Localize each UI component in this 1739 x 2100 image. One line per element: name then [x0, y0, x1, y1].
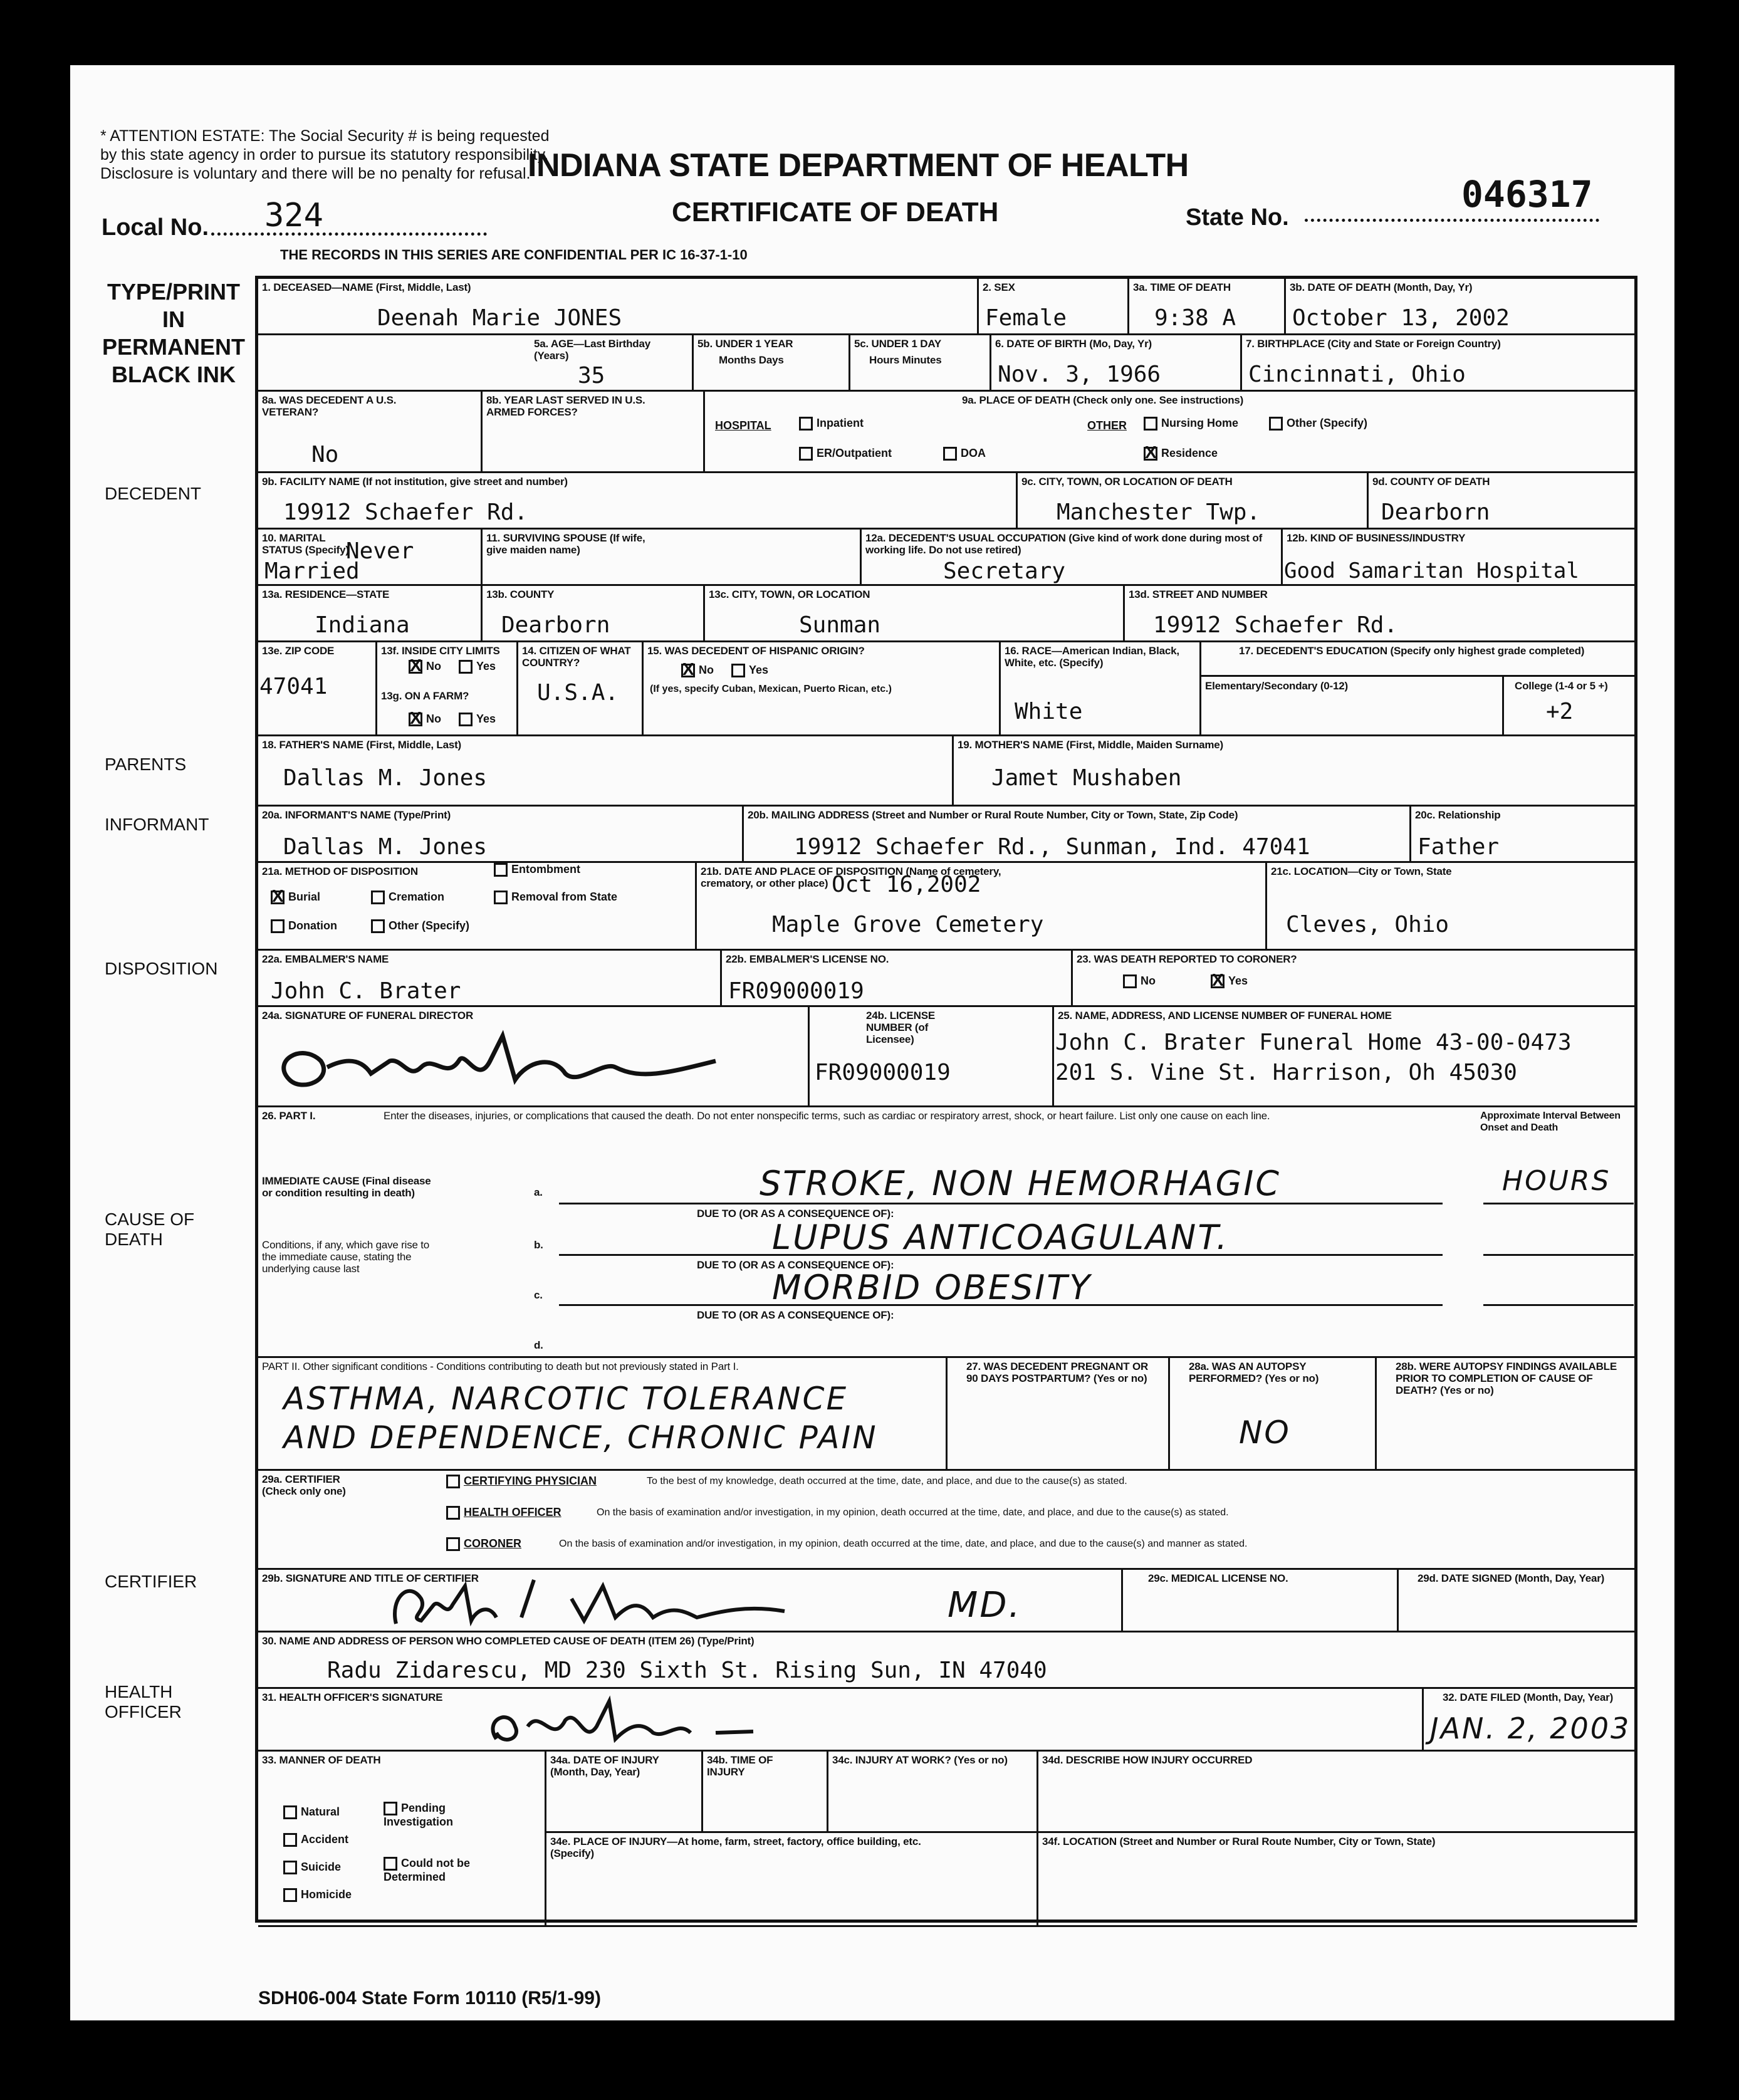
field-22a-embalmer: 22a. EMBALMER'S NAME John C. Brater: [258, 951, 722, 1007]
field-13a-state: 13a. RESIDENCE—STATE Indiana: [258, 586, 483, 642]
certifier-title: MD.: [948, 1585, 1022, 1626]
field-1-name: 1. DECEASED—NAME (First, Middle, Last) Deenah Marie JONES: [258, 279, 979, 335]
marital-line-1: Never: [346, 538, 414, 564]
dob-value: Nov. 3, 1966: [998, 362, 1161, 387]
field-34b-time-injury: 34b. TIME OF INJURY: [703, 1752, 828, 1833]
field-34d-describe: 34d. DESCRIBE HOW INJURY OCCURRED: [1038, 1752, 1637, 1833]
field-21c-location: 21c. LOCATION—City or Town, State Cleves, Ohio: [1267, 863, 1637, 951]
checkbox-hispanic-yes[interactable]: [731, 664, 745, 677]
attention-notice: * ATTENTION ESTATE: The Social Security # is being requested by this state agency in order to pursue its statutory responsibility. Disclosure is voluntary and there will be no penalty for refusal.: [100, 127, 550, 182]
cause-b-value: LUPUS ANTICOAGULANT.: [772, 1218, 1230, 1257]
checkbox-coroner-yes[interactable]: [1211, 974, 1225, 988]
checkbox-pending[interactable]: [384, 1802, 397, 1815]
embalmer-value: John C. Brater: [271, 978, 461, 1004]
checkbox-coroner-no[interactable]: [1123, 974, 1137, 988]
zip-value: 47041: [259, 674, 328, 699]
res-state-value: Indiana: [315, 612, 410, 638]
marital-line-2: Married: [264, 558, 360, 584]
checkbox-other-disposition[interactable]: [371, 919, 385, 933]
field-19-mother: 19. MOTHER'S NAME (First, Middle, Maiden Surname) Jamet Mushaben: [954, 736, 1637, 807]
field-24b-director-license: 24b. LICENSE NUMBER (of Licensee) FR09000019: [810, 1007, 1054, 1107]
completed-by-value: Radu Zidarescu, MD 230 Sixth St. Rising Sun, IN 47040: [327, 1658, 1047, 1683]
field-30-completed-by: 30. NAME AND ADDRESS OF PERSON WHO COMPLETED CAUSE OF DEATH (ITEM 26) (Type/Print) Radu Zidarescu, MD 230 Sixth St. Rising Sun, IN 47040: [258, 1632, 1637, 1689]
field-15-hispanic: 15. WAS DECEDENT OF HISPANIC ORIGIN? XNo Yes (If yes, specify Cuban, Mexican, Puerto Rican, etc.): [644, 642, 1001, 736]
field-34f-location: 34f. LOCATION (Street and Number or Rural Route Number, City or Town, State): [1038, 1833, 1637, 1927]
decedent-name: Deenah Marie JONES: [377, 305, 622, 331]
section-certifier: CERTIFIER: [105, 1572, 197, 1591]
field-13e-zip: 13e. ZIP CODE 47041: [258, 642, 377, 736]
section-health-officer: HEALTH OFFICER: [105, 1682, 182, 1721]
field-20a-informant: 20a. INFORMANT'S NAME (Type/Print) Dallas M. Jones: [258, 807, 744, 863]
certificate-sheet: [70, 65, 1674, 2020]
cause-a-value: STROKE, NON HEMORHAGIC: [760, 1164, 1281, 1203]
field-21b-date-place: 21b. DATE AND PLACE OF DISPOSITION (Name of cemetery, crematory, or other place) Oct 16,2002 Maple Grove Cemetery: [697, 863, 1267, 951]
facility-value: 19912 Schaefer Rd.: [283, 499, 528, 525]
field-23-coroner: 23. WAS DEATH REPORTED TO CORONER? No X Yes: [1073, 951, 1637, 1007]
section-parents: PARENTS: [105, 755, 187, 774]
res-county-value: Dearborn: [501, 612, 610, 638]
sex-value: Female: [985, 305, 1067, 331]
confidential-notice: THE RECORDS IN THIS SERIES ARE CONFIDENTIAL PER IC 16-37-1-10: [280, 247, 748, 263]
field-8b-year-served: 8b. YEAR LAST SERVED IN U.S. ARMED FORCES?: [483, 392, 705, 473]
checkbox-coroner[interactable]: [446, 1537, 460, 1551]
disposition-place: Maple Grove Cemetery: [772, 912, 1044, 938]
field-32-date-filed: 32. DATE FILED (Month, Day, Year) JAN. 2, 2003: [1424, 1689, 1637, 1752]
state-no-label: State No.: [1186, 204, 1289, 231]
field-13b-county: 13b. COUNTY Dearborn: [483, 586, 705, 642]
veteran-value: No: [311, 442, 339, 468]
cause-c-value: MORBID OBESITY: [772, 1268, 1092, 1307]
checkbox-removal[interactable]: [494, 891, 508, 904]
field-25-funeral-home: 25. NAME, ADDRESS, AND LICENSE NUMBER OF FUNERAL HOME John C. Brater Funeral Home 43-00-0473 201 S. Vine St. Harrison, Oh 45030: [1054, 1007, 1637, 1107]
field-31-health-officer-signature: 31. HEALTH OFFICER'S SIGNATURE: [258, 1689, 1424, 1752]
director-signature: [264, 1023, 766, 1105]
business-value: Good Samaritan Hospital: [1284, 558, 1579, 583]
field-14-citizen: 14. CITIZEN OF WHAT COUNTRY? U.S.A.: [518, 642, 644, 736]
date-of-death: October 13, 2002: [1292, 305, 1510, 331]
field-6-dob: 6. DATE OF BIRTH (Mo, Day, Yr) Nov. 3, 1966: [991, 335, 1242, 392]
checkbox-doa[interactable]: [943, 447, 957, 461]
director-license-value: FR09000019: [815, 1060, 951, 1085]
field-28b-findings: 28b. WERE AUTOPSY FINDINGS AVAILABLE PRIOR TO COMPLETION OF CAUSE OF DEATH? (Yes or no): [1377, 1358, 1637, 1471]
field-29c-license: 29c. MEDICAL LICENSE NO.: [1123, 1570, 1399, 1632]
checkbox-farm-no[interactable]: [409, 713, 422, 726]
field-34a-date-injury: 34a. DATE OF INJURY (Month, Day, Year): [546, 1752, 703, 1833]
autopsy-value: NO: [1239, 1414, 1291, 1451]
field-24a-director-signature: 24a. SIGNATURE OF FUNERAL DIRECTOR: [258, 1007, 810, 1107]
city-of-death-value: Manchester Twp.: [1057, 499, 1261, 525]
age-value: 35: [578, 363, 605, 389]
mailing-value: 19912 Schaefer Rd., Sunman, Ind. 47041: [794, 834, 1310, 860]
certifier-signature: [384, 1574, 835, 1630]
local-no-value: 324: [264, 197, 323, 234]
county-of-death-value: Dearborn: [1381, 499, 1490, 525]
field-5c-under-day: 5c. UNDER 1 DAY Hours Minutes: [850, 335, 991, 392]
checkbox-er[interactable]: [799, 447, 813, 461]
checkbox-city-limits-no[interactable]: [409, 660, 422, 674]
interval-a-value: HOURS: [1502, 1165, 1611, 1197]
informant-value: Dallas M. Jones: [283, 834, 488, 860]
father-value: Dallas M. Jones: [283, 765, 488, 791]
field-13d-street: 13d. STREET AND NUMBER 19912 Schaefer Rd.: [1125, 586, 1637, 642]
checkbox-health-officer[interactable]: [446, 1506, 460, 1520]
checkbox-cremation[interactable]: [371, 891, 385, 904]
field-5a-age: 5a. AGE—Last Birthday (Years) 35: [258, 335, 694, 392]
field-22b-embalmer-license: 22b. EMBALMER'S LICENSE NO. FR09000019: [722, 951, 1073, 1007]
certificate-form: [255, 276, 1637, 1923]
field-12a-occupation: 12a. DECEDENT'S USUAL OCCUPATION (Give kind of work done during most of working life. Do not use retired) Secretary: [862, 530, 1283, 586]
checkbox-undetermined[interactable]: [384, 1857, 397, 1871]
form-footer: SDH06-004 State Form 10110 (R5/1-99): [258, 1988, 601, 2009]
checkbox-natural[interactable]: [283, 1805, 297, 1819]
part-2-line-1: ASTHMA, NARCOTIC TOLERANCE: [283, 1381, 849, 1417]
health-officer-signature: [478, 1695, 803, 1752]
res-city-value: Sunman: [799, 612, 881, 638]
state-no-value: 046317: [1461, 173, 1593, 216]
field-34e-place-injury: 34e. PLACE OF INJURY—At home, farm, street, factory, office building, etc. (Specify): [546, 1833, 1038, 1927]
disposition-date: Oct 16,2002: [832, 872, 981, 897]
field-29b-signature: 29b. SIGNATURE AND TITLE OF CERTIFIER MD.: [258, 1570, 1123, 1632]
mother-value: Jamet Mushaben: [991, 765, 1182, 791]
field-9a-place: 9a. PLACE OF DEATH (Check only one. See instructions) HOSPITAL Inpatient ER/Outpatient DOA OTHER Nursing Home Other (Specify) XResidence: [705, 392, 1637, 473]
section-cause-of-death: CAUSE OF DEATH: [105, 1209, 195, 1249]
checkbox-city-limits-yes[interactable]: [459, 660, 473, 674]
section-decedent: DECEDENT: [105, 484, 202, 503]
checkbox-residence[interactable]: [1144, 447, 1157, 461]
local-no-line: [211, 211, 487, 236]
certificate-title: CERTIFICATE OF DEATH: [672, 197, 999, 227]
department-title: INDIANA STATE DEPARTMENT OF HEALTH: [528, 147, 1189, 184]
field-27-pregnant: 27. WAS DECEDENT PREGNANT OR 90 DAYS POSTPARTUM? (Yes or no): [948, 1358, 1170, 1471]
embalmer-license-value: FR09000019: [728, 978, 864, 1004]
field-18-father: 18. FATHER'S NAME (First, Middle, Last) Dallas M. Jones: [258, 736, 954, 807]
occupation-value: Secretary: [943, 558, 1066, 584]
field-26-part-1: 26. PART I. Enter the diseases, injuries, or complications that caused the death. Do not enter nonspecific terms, such as cardiac or respiratory arrest, shock, or heart failure. List only one cause on each line. Approximate Interval Between Onset and Death IMMEDIATE CAUSE (Final disease or condition resulting in death) Conditions, if any, which gave rise to the immediate cause, stating the underlying cause last a. b. c. d. DUE TO (OR AS A CONSEQUENCE OF): DUE TO (OR AS A CONSEQUENCE OF): DUE TO (OR AS A CONSEQUENCE OF): STROKE, NON HEMORHAGIC HOURS LUPUS ANTICOAGULANT. MORBID OBESITY: [258, 1107, 1637, 1358]
checkbox-inpatient[interactable]: [799, 417, 813, 431]
checkbox-farm-yes[interactable]: [459, 713, 473, 726]
field-13c-city: 13c. CITY, TOWN, OR LOCATION Sunman: [705, 586, 1125, 642]
checkbox-hispanic-no[interactable]: [681, 664, 695, 677]
part-2-line-2: AND DEPENDENCE, CHRONIC PAIN: [283, 1419, 878, 1456]
field-3b-date: 3b. DATE OF DEATH (Month, Day, Yr) October 13, 2002: [1286, 279, 1637, 335]
field-29d-date-signed: 29d. DATE SIGNED (Month, Day, Year): [1399, 1570, 1637, 1632]
checkbox-other-place[interactable]: [1269, 417, 1283, 431]
checkbox-homicide[interactable]: [283, 1888, 297, 1902]
checkbox-suicide[interactable]: [283, 1861, 297, 1874]
res-street-value: 19912 Schaefer Rd.: [1153, 612, 1398, 638]
field-12b-business: 12b. KIND OF BUSINESS/INDUSTRY Good Samaritan Hospital: [1283, 530, 1637, 586]
checkbox-accident[interactable]: [283, 1833, 297, 1847]
local-no-label: Local No.: [102, 214, 209, 241]
field-7-birthplace: 7. BIRTHPLACE (City and State or Foreign Country) Cincinnati, Ohio: [1242, 335, 1637, 392]
checkbox-nursing-home[interactable]: [1144, 417, 1157, 431]
checkbox-certifying-physician[interactable]: [446, 1475, 460, 1488]
field-9b-facility: 9b. FACILITY NAME (If not institution, give street and number) 19912 Schaefer Rd.: [258, 473, 1018, 530]
field-34c-at-work: 34c. INJURY AT WORK? (Yes or no): [828, 1752, 1038, 1833]
section-disposition: DISPOSITION: [105, 959, 218, 978]
college-value: +2: [1546, 699, 1574, 724]
field-11-spouse: 11. SURVIVING SPOUSE (If wife, give maiden name): [483, 530, 862, 586]
citizen-value: U.S.A.: [537, 680, 619, 706]
field-20c-relationship: 20c. Relationship Father: [1411, 807, 1637, 863]
time-of-death: 9:38 A: [1154, 305, 1236, 331]
ink-instruction: TYPE/PRINT IN PERMANENT BLACK INK: [102, 279, 245, 387]
field-13f-13g: 13f. INSIDE CITY LIMITS XNo Yes 13g. ON A FARM? XNo Yes: [377, 642, 518, 736]
field-8a-veteran: 8a. WAS DECEDENT A U.S. VETERAN? No: [258, 392, 483, 473]
section-informant: INFORMANT: [105, 815, 209, 834]
checkbox-burial[interactable]: [271, 891, 285, 904]
relationship-value: Father: [1418, 834, 1500, 860]
birthplace-value: Cincinnati, Ohio: [1248, 362, 1466, 387]
checkbox-donation[interactable]: [271, 919, 285, 933]
field-29a-certifier: 29a. CERTIFIER (Check only one) CERTIFYING PHYSICIAN To the best of my knowledge, death occurred at the time, date, and place, and due to the cause(s) as stated. HEALTH OFFICER On the basis of examination and/or investigation, in my opinion, death occurred at the time, date, and place, and due to the cause(s) as stated. CORONER On the basis of examination and/or investigation, in my opinion, death occurred at the time, date, and place, and due to the cause(s) and manner as stated.: [258, 1471, 1637, 1570]
field-20b-mailing: 20b. MAILING ADDRESS (Street and Number or Rural Route Number, City or Town, State, Zip Code) 19912 Schaefer Rd., Sunman, Ind. 47041: [744, 807, 1411, 863]
field-33-manner: 33. MANNER OF DEATH Natural Pending Investigation Accident Suicide Could not be Determined Homicide: [258, 1752, 546, 1927]
race-value: White: [1015, 699, 1083, 724]
field-16-race: 16. RACE—American Indian, Black, White, etc. (Specify) White: [1001, 642, 1201, 736]
field-5b-under-year: 5b. UNDER 1 YEAR Months Days: [694, 335, 850, 392]
field-3a-time: 3a. TIME OF DEATH 9:38 A: [1129, 279, 1286, 335]
field-21a-method: 21a. METHOD OF DISPOSITION Entombment XBurial Cremation Removal from State Donation Other (Specify): [258, 863, 697, 951]
field-17-education: 17. DECEDENT'S EDUCATION (Specify only highest grade completed) Elementary/Secondary (0-12) College (1-4 or 5 +) +2: [1201, 642, 1637, 736]
field-9c-city: 9c. CITY, TOWN, OR LOCATION OF DEATH Manchester Twp.: [1018, 473, 1369, 530]
field-2-sex: 2. SEX Female: [979, 279, 1129, 335]
funeral-home-line-1: John C. Brater Funeral Home 43-00-0473: [1055, 1030, 1572, 1055]
field-part-2: PART II. Other significant conditions - Conditions contributing to death but not previously stated in Part I. ASTHMA, NARCOTIC TOLERANCE AND DEPENDENCE, CHRONIC PAIN: [258, 1358, 948, 1471]
field-9d-county: 9d. COUNTY OF DEATH Dearborn: [1369, 473, 1637, 530]
funeral-home-line-2: 201 S. Vine St. Harrison, Oh 45030: [1055, 1060, 1517, 1085]
disposition-location: Cleves, Ohio: [1286, 912, 1449, 938]
checkbox-entombment[interactable]: [494, 863, 508, 877]
date-filed-value: JAN. 2, 2003: [1430, 1711, 1631, 1745]
field-10-marital: 10. MARITAL STATUS (Specify) Never Married: [258, 530, 483, 586]
field-28a-autopsy: 28a. WAS AN AUTOPSY PERFORMED? (Yes or no) NO: [1170, 1358, 1377, 1471]
